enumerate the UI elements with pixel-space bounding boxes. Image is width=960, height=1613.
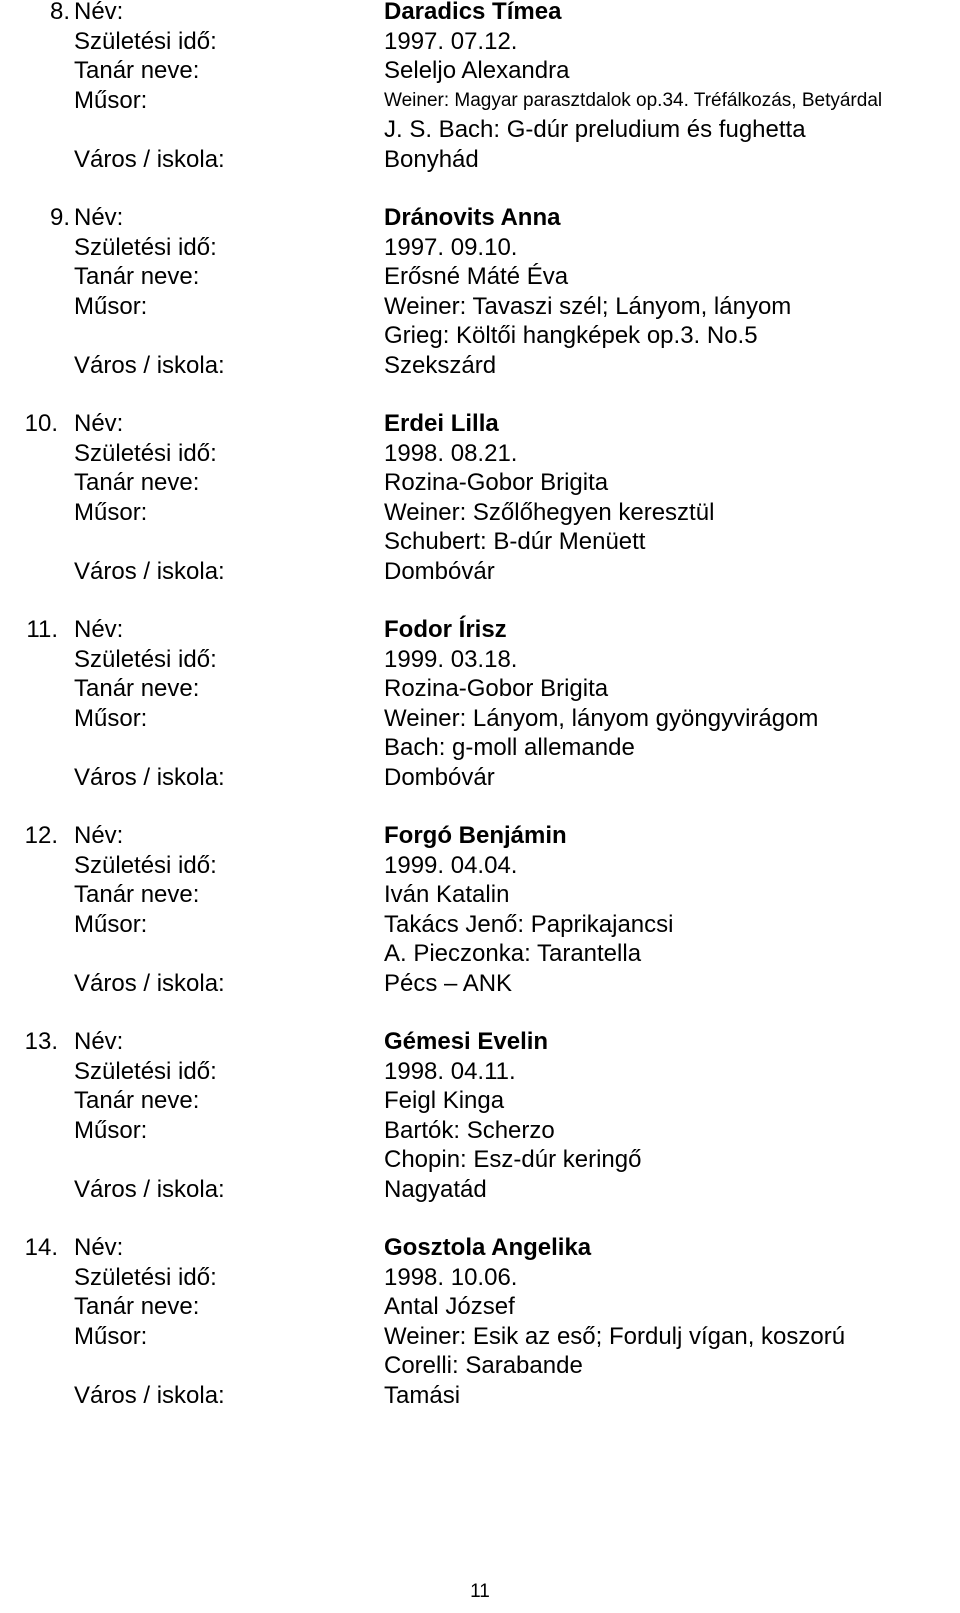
participant-name: Forgó Benjámin bbox=[384, 822, 567, 849]
teacher-row bbox=[0, 880, 960, 910]
city-school: Szekszárd bbox=[384, 351, 497, 379]
name-row bbox=[0, 1233, 960, 1263]
teacher-row bbox=[0, 56, 960, 86]
program-piece: Takács Jenő: Paprikajancsi bbox=[384, 910, 674, 938]
city-school: Pécs – ANK bbox=[384, 969, 513, 997]
program-label: Műsor: bbox=[74, 910, 148, 938]
participant-entry bbox=[0, 0, 960, 203]
city-label: Város / iskola: bbox=[74, 351, 225, 379]
city-label: Város / iskola: bbox=[74, 969, 225, 997]
participant-entry bbox=[0, 615, 960, 821]
name-row bbox=[0, 615, 960, 645]
teacher-label: Tanár neve: bbox=[74, 881, 200, 908]
teacher-name: Erősné Máté Éva bbox=[384, 263, 569, 290]
birth-label: Születési idő: bbox=[74, 1263, 217, 1291]
teacher-label: Tanár neve: bbox=[74, 263, 200, 290]
teacher-name: Seleljo Alexandra bbox=[384, 57, 570, 84]
teacher-label: Tanár neve: bbox=[74, 675, 200, 702]
program-label: Műsor: bbox=[74, 292, 148, 320]
entry-number: 12. bbox=[24, 822, 58, 849]
city-row bbox=[0, 145, 960, 175]
participant-name: Gosztola Angelika bbox=[384, 1234, 592, 1261]
program-piece: Weiner: Szőlőhegyen keresztül bbox=[384, 498, 715, 526]
program-row-continued bbox=[0, 1351, 960, 1381]
birth-label: Születési idő: bbox=[74, 27, 217, 55]
teacher-label: Tanár neve: bbox=[74, 57, 200, 84]
birth-date: 1999. 04.04. bbox=[384, 851, 518, 879]
participant-name: Gémesi Evelin bbox=[384, 1028, 549, 1055]
program-label: Műsor: bbox=[74, 498, 148, 526]
city-label: Város / iskola: bbox=[74, 145, 225, 173]
city-row bbox=[0, 763, 960, 793]
birth-date: 1998. 04.11. bbox=[384, 1057, 516, 1085]
program-label: Műsor: bbox=[74, 1322, 148, 1350]
birth-row bbox=[0, 233, 960, 263]
birth-row bbox=[0, 851, 960, 881]
name-label: Név: bbox=[74, 1234, 124, 1261]
birth-date: 1997. 07.12. bbox=[384, 27, 518, 55]
city-school: Tamási bbox=[384, 1381, 461, 1409]
participant-entry bbox=[0, 203, 960, 409]
participant-name: Daradics Tímea bbox=[384, 0, 562, 25]
name-label: Név: bbox=[74, 822, 124, 849]
program-label: Műsor: bbox=[74, 86, 148, 114]
city-row bbox=[0, 1175, 960, 1205]
teacher-row bbox=[0, 262, 960, 292]
program-piece: Grieg: Költői hangképek op.3. No.5 bbox=[384, 322, 758, 349]
teacher-row bbox=[0, 1086, 960, 1116]
birth-row bbox=[0, 1263, 960, 1293]
teacher-row bbox=[0, 674, 960, 704]
program-piece: J. S. Bach: G-dúr preludium és fughetta bbox=[384, 116, 806, 143]
birth-row bbox=[0, 645, 960, 675]
birth-date: 1998. 08.21. bbox=[384, 439, 518, 467]
name-label: Név: bbox=[74, 204, 124, 231]
program-row-continued bbox=[0, 733, 960, 763]
name-label: Név: bbox=[74, 0, 124, 25]
program-row bbox=[0, 1322, 960, 1352]
entry-number: 11. bbox=[26, 616, 58, 643]
city-label: Város / iskola: bbox=[74, 763, 225, 791]
program-piece: Bach: g-moll allemande bbox=[384, 734, 635, 761]
birth-date: 1999. 03.18. bbox=[384, 645, 518, 673]
participant-name: Dránovits Anna bbox=[384, 204, 561, 231]
name-row bbox=[0, 0, 960, 27]
name-label: Név: bbox=[74, 616, 124, 643]
birth-label: Születési idő: bbox=[74, 645, 217, 673]
birth-label: Születési idő: bbox=[74, 439, 217, 467]
program-row bbox=[0, 1116, 960, 1146]
teacher-name: Rozina-Gobor Brigita bbox=[384, 469, 609, 496]
program-row bbox=[0, 86, 960, 116]
city-row bbox=[0, 1381, 960, 1411]
city-label: Város / iskola: bbox=[74, 1175, 225, 1203]
teacher-name: Iván Katalin bbox=[384, 881, 510, 908]
birth-label: Születési idő: bbox=[74, 233, 217, 261]
program-label: Műsor: bbox=[74, 704, 148, 732]
program-row-continued bbox=[0, 1145, 960, 1175]
program-piece: Weiner: Lányom, lányom gyöngyvirágom bbox=[384, 704, 819, 732]
birth-row bbox=[0, 27, 960, 57]
name-row bbox=[0, 821, 960, 851]
program-row-continued bbox=[0, 939, 960, 969]
program-piece: Weiner: Tavaszi szél; Lányom, lányom bbox=[384, 292, 792, 320]
program-piece: A. Pieczonka: Tarantella bbox=[384, 940, 642, 967]
program-piece: Chopin: Esz-dúr keringő bbox=[384, 1146, 642, 1173]
program-row bbox=[0, 498, 960, 528]
name-row bbox=[0, 409, 960, 439]
city-school: Nagyatád bbox=[384, 1175, 487, 1203]
participant-name: Fodor Írisz bbox=[384, 616, 507, 643]
participant-entry bbox=[0, 821, 960, 1027]
teacher-name: Antal József bbox=[384, 1293, 515, 1320]
teacher-row bbox=[0, 1292, 960, 1322]
birth-row bbox=[0, 1057, 960, 1087]
program-row bbox=[0, 292, 960, 322]
teacher-name: Feigl Kinga bbox=[384, 1087, 505, 1114]
program-row-continued bbox=[0, 321, 960, 351]
entry-number: 13. bbox=[24, 1028, 58, 1055]
name-label: Név: bbox=[74, 1028, 124, 1055]
birth-label: Születési idő: bbox=[74, 1057, 217, 1085]
program-label: Műsor: bbox=[74, 1116, 148, 1144]
program-piece: Bartók: Scherzo bbox=[384, 1116, 555, 1144]
birth-row bbox=[0, 439, 960, 469]
entry-number: 10. bbox=[24, 410, 58, 437]
name-row bbox=[0, 1027, 960, 1057]
program-piece: Weiner: Magyar parasztdalok op.34. Tréfálkozás, Betyárdal bbox=[384, 89, 883, 111]
name-label: Név: bbox=[74, 410, 124, 437]
participant-entry bbox=[0, 1027, 960, 1233]
city-row bbox=[0, 969, 960, 999]
city-label: Város / iskola: bbox=[74, 557, 225, 585]
program-row-continued bbox=[0, 115, 960, 145]
entry-number: 9. bbox=[49, 204, 70, 231]
teacher-name: Rozina-Gobor Brigita bbox=[384, 675, 609, 702]
participant-entry bbox=[0, 1233, 960, 1439]
city-school: Dombóvár bbox=[384, 557, 495, 585]
city-row bbox=[0, 351, 960, 381]
city-school: Bonyhád bbox=[384, 145, 479, 173]
program-row bbox=[0, 704, 960, 734]
program-piece: Corelli: Sarabande bbox=[384, 1352, 583, 1379]
entry-number: 8. bbox=[49, 0, 70, 25]
birth-date: 1997. 09.10. bbox=[384, 233, 518, 261]
teacher-label: Tanár neve: bbox=[74, 1293, 200, 1320]
entry-number: 14. bbox=[24, 1234, 58, 1261]
program-row bbox=[0, 910, 960, 940]
city-school: Dombóvár bbox=[384, 763, 495, 791]
city-label: Város / iskola: bbox=[74, 1381, 225, 1409]
program-row-continued bbox=[0, 527, 960, 557]
birth-label: Születési idő: bbox=[74, 851, 217, 879]
teacher-row bbox=[0, 468, 960, 498]
name-row bbox=[0, 203, 960, 233]
program-piece: Weiner: Esik az eső; Fordulj vígan, koszorú bbox=[384, 1322, 846, 1350]
teacher-label: Tanár neve: bbox=[74, 469, 200, 496]
teacher-label: Tanár neve: bbox=[74, 1087, 200, 1114]
birth-date: 1998. 10.06. bbox=[384, 1263, 518, 1291]
participant-entry bbox=[0, 409, 960, 615]
participant-name: Erdei Lilla bbox=[384, 410, 499, 437]
program-piece: Schubert: B-dúr Menüett bbox=[384, 528, 646, 555]
page-number: 11 bbox=[470, 1581, 490, 1602]
city-row bbox=[0, 557, 960, 587]
